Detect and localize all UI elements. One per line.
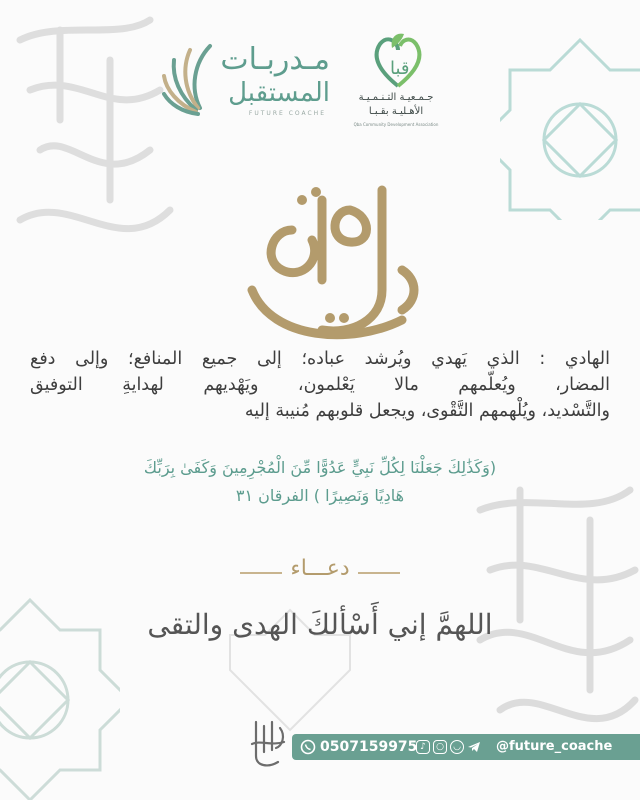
association-tagline: Qba Community Development Association [353, 122, 439, 127]
phone-contact[interactable] [300, 735, 417, 759]
association-line-1: جـمـعيـة التـنـمـيـة [358, 92, 434, 103]
social-handle[interactable]: @future_coache [496, 739, 613, 754]
dua-heading-text: دعـــاء [282, 556, 357, 581]
tiktok-icon[interactable]: ♪ [416, 740, 430, 754]
quran-verse [60, 454, 580, 510]
ornament-top-right-icon [500, 20, 640, 220]
telegram-icon[interactable] [467, 740, 481, 754]
verse-line-2: هَادِيًا وَنَصِيرًا ) الفرقان ٣١ [235, 486, 405, 505]
snapchat-icon[interactable]: ◡ [450, 740, 464, 754]
social-icons [416, 736, 481, 758]
description-line-2: المضار، ويُعلّمهم مالا يَعْلمون، ويَهْديهم لهدايةِ التوفيق [30, 375, 610, 395]
sunburst-leaf-icon [160, 38, 222, 120]
background-calligraphy-left-icon [0, 0, 180, 300]
al-hadi-calligraphy-icon [232, 170, 428, 348]
phone-number[interactable]: 0507159975 [320, 739, 418, 755]
association-line-2: الأهـليـة بقـبـا [368, 106, 424, 117]
name-description [30, 346, 610, 424]
dua-heading [240, 556, 400, 586]
future-coache-logo [160, 38, 330, 120]
dua-text: اللهمَّ إني أَسْألكَ الهدى والتقى [147, 608, 493, 641]
instagram-icon[interactable]: ○ [433, 740, 447, 754]
small-calligraphy-logo-icon [248, 716, 288, 772]
logo-tagline: FUTURE COACHE [248, 110, 326, 117]
description-line-3: والتَّسْديد، ويُلْهمهم التَّقْوى، ويجعل قلوبهم مُنيبة إليه [244, 401, 610, 421]
whatsapp-icon [300, 739, 316, 755]
heart-leaf-icon [370, 30, 426, 90]
association-logo [352, 30, 440, 130]
svg-text:قبا: قبا [390, 58, 410, 79]
logo-line-2: المستقبل [228, 78, 330, 108]
description-line-1: الهادي : الذي يَهدي ويُرشد عباده؛ إلى جميع المنافع؛ وإلى دفع [30, 349, 610, 369]
logo-line-1: مـدربـات [220, 42, 330, 77]
verse-line-1: (وَكَذَٰلِكَ جَعَلْنَا لِكُلِّ نَبِيٍّ عَدُوًّا مِّنَ الْمُجْرِمِينَ وَكَفَىٰ بِرَبِّكَ [143, 458, 497, 477]
